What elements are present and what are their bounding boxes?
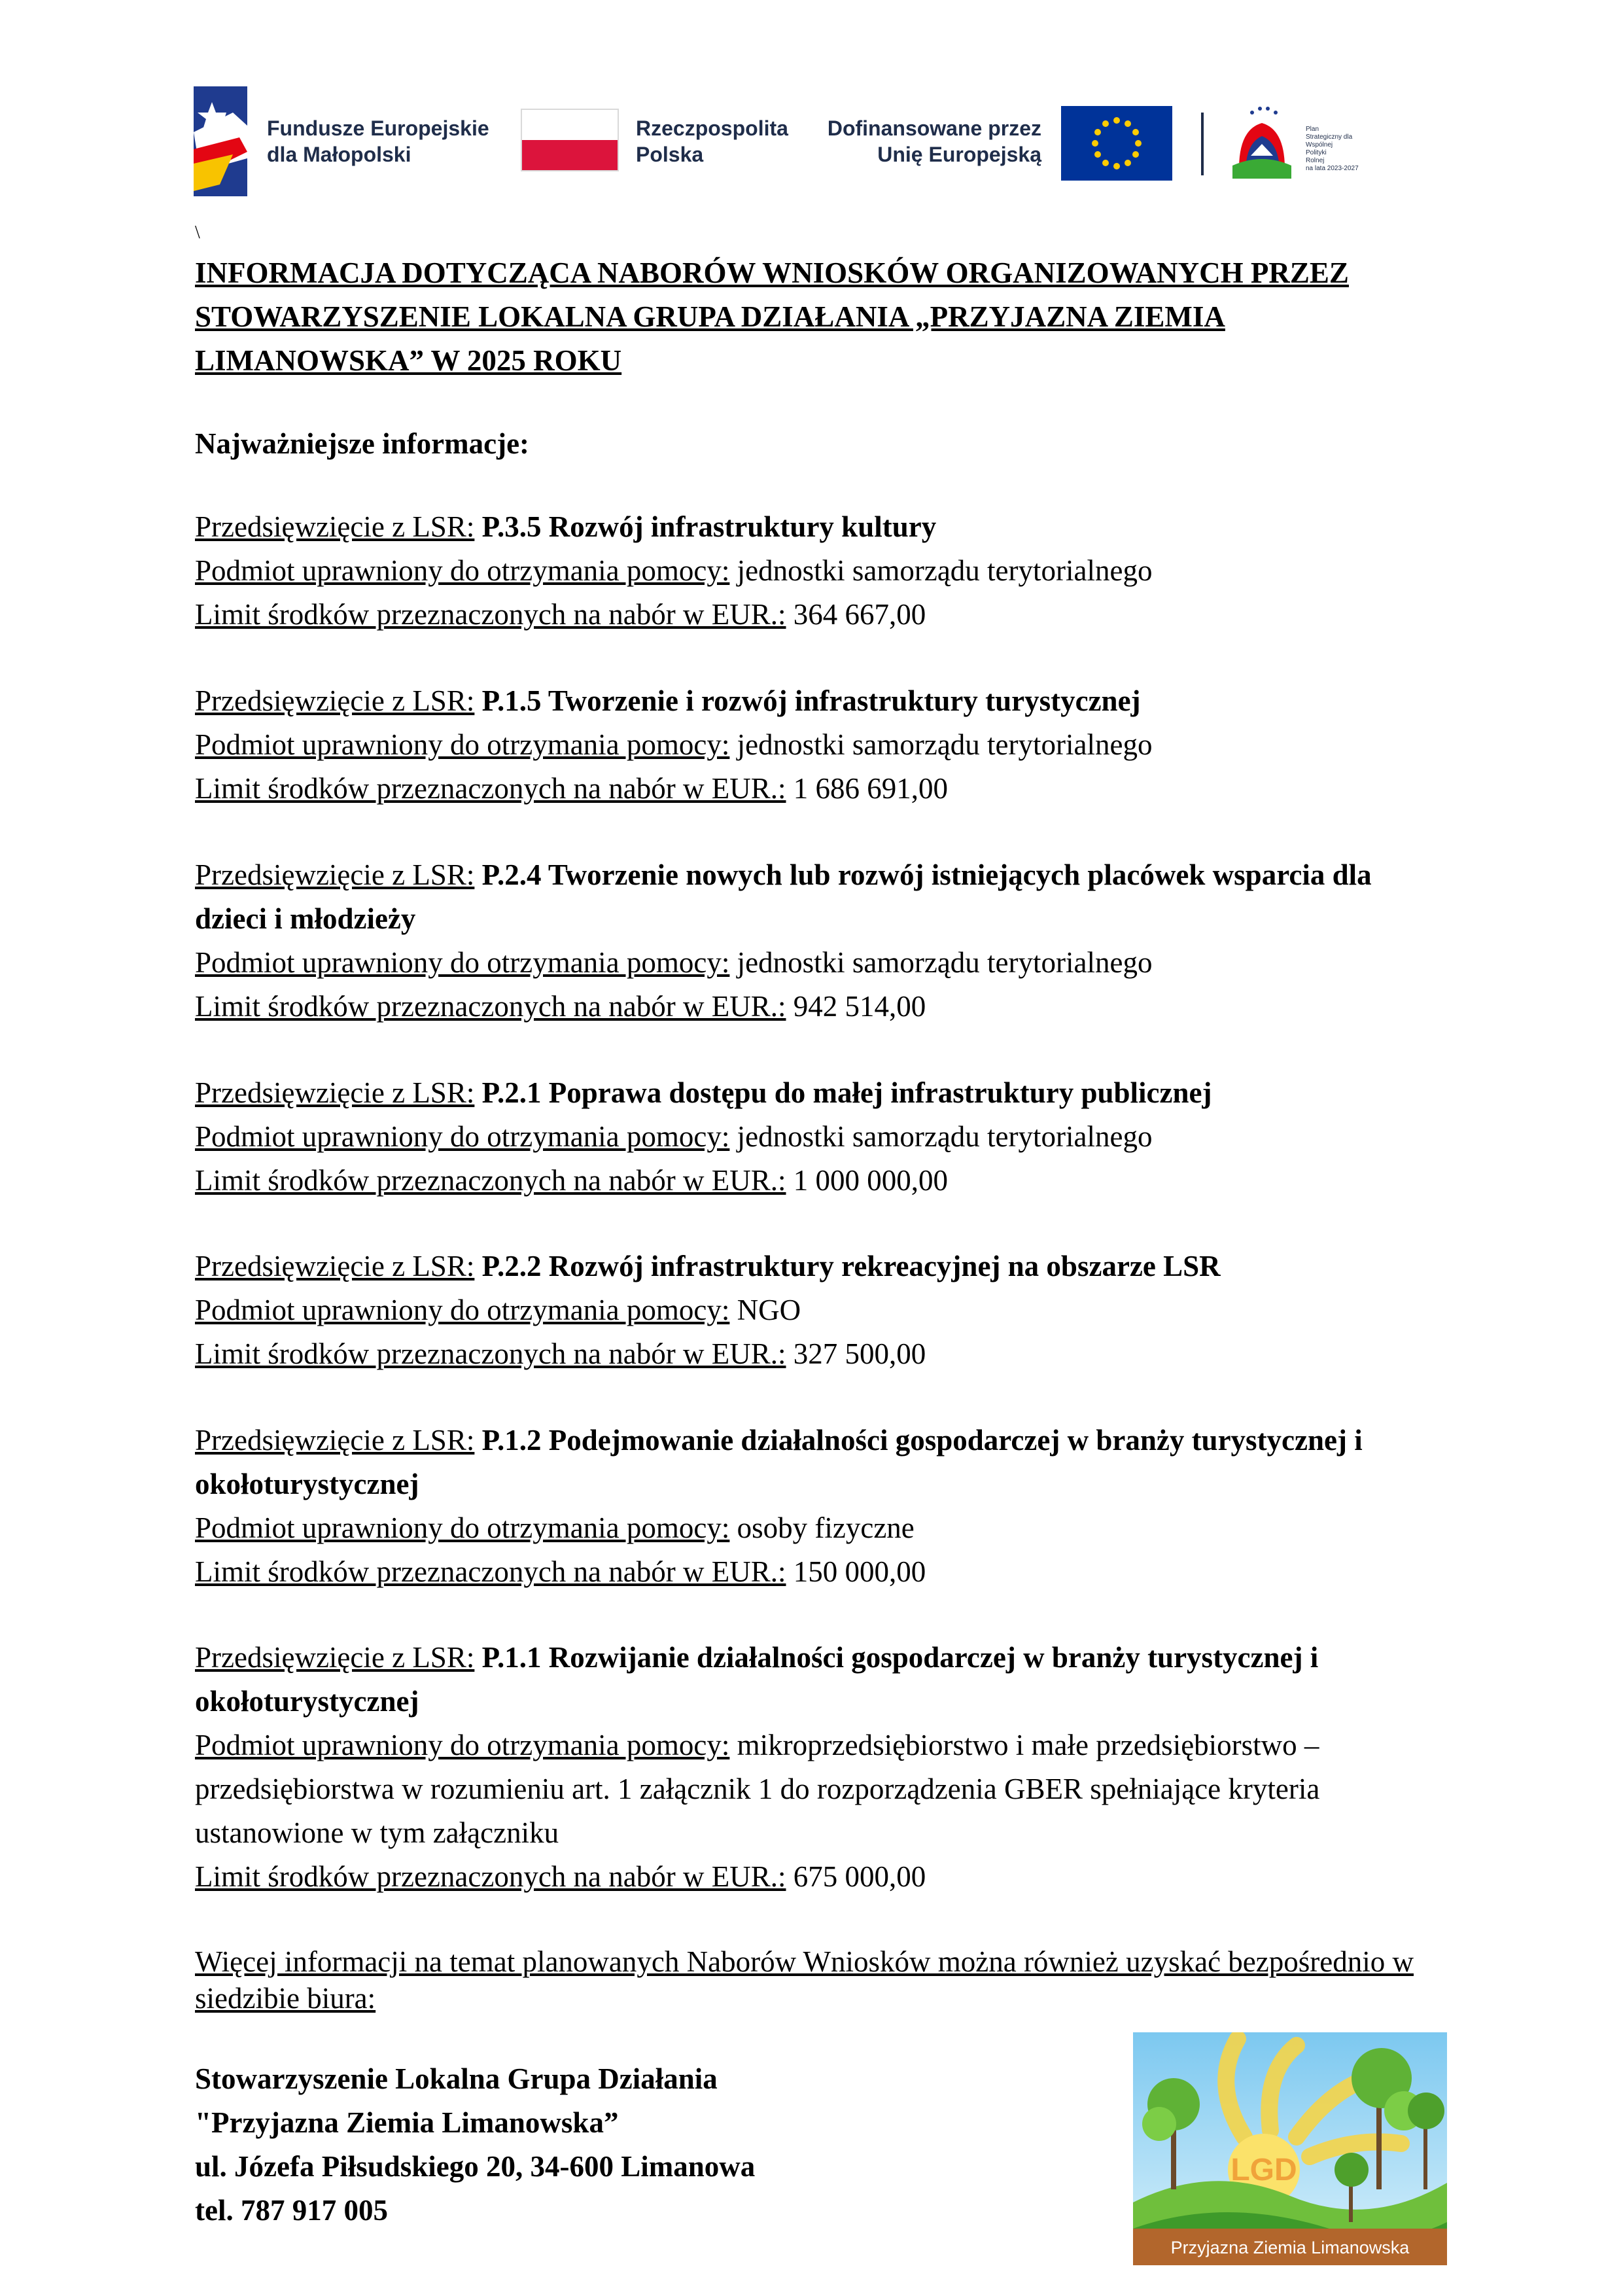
document-title: INFORMACJA DOTYCZĄCA NABORÓW WNIOSKÓW ORGANIZOWANYCH PRZEZ STOWARZYSZENIE LOKALNA GRUPA DZIAŁANIA „PRZYJAZNA ZIEMIA LIMANOWSKA” W 2025 ROKU [195, 256, 1349, 377]
lgd-badge-text: LGD [1230, 2153, 1297, 2187]
rp-text-2: Polska [636, 143, 704, 166]
limit-label: Limit środków przeznaczonych na nabór w EUR.: [195, 990, 786, 1023]
entry-5 [195, 1245, 1438, 1376]
fe-logo-text-2: dla Małopolski [267, 143, 411, 166]
fundusze-europejskie-logo [194, 86, 501, 196]
limit-value: 1 000 000,00 [793, 1164, 948, 1197]
entry-6 [195, 1419, 1438, 1594]
beneficiary-label: Podmiot uprawniony do otrzymania pomocy: [195, 728, 730, 761]
ksow-text-2: Wspólnej [1306, 141, 1333, 149]
lgd-caption-text: Przyjazna Ziemia Limanowska [1170, 2238, 1410, 2257]
beneficiary-label: Podmiot uprawniony do otrzymania pomocy: [195, 554, 730, 587]
limit-value: 364 667,00 [793, 598, 926, 631]
limit-label: Limit środków przeznaczonych na nabór w EUR.: [195, 1337, 786, 1370]
measure-label: Przedsięwzięcie z LSR: [195, 510, 475, 543]
ksow-text-4: Rolnej [1306, 157, 1325, 164]
fe-logo-text-1: Fundusze Europejskie [267, 116, 489, 140]
limit-value: 1 686 691,00 [793, 772, 948, 805]
measure-label: Przedsięwzięcie z LSR: [195, 684, 475, 717]
entry-4 [195, 1071, 1438, 1203]
stray-backslash: \ [195, 222, 200, 243]
measure-label: Przedsięwzięcie z LSR: [195, 1641, 475, 1674]
limit-label: Limit środków przeznaczonych na nabór w EUR.: [195, 598, 786, 631]
beneficiary-value: NGO [737, 1294, 801, 1326]
limit-label: Limit środków przeznaczonych na nabór w EUR.: [195, 1164, 786, 1197]
ksow-text-1: Strategiczny dla [1306, 133, 1353, 141]
psp-wpr-logo-icon [1226, 103, 1298, 182]
beneficiary-value: jednostki samorządu terytorialnego [737, 1120, 1153, 1153]
polish-flag-icon [521, 109, 619, 171]
entry-2 [195, 679, 1438, 811]
office-address: ul. Józefa Piłsudskiego 20, 34-600 Limanowa [195, 2150, 756, 2183]
eu-cofunded-text [826, 115, 1041, 168]
logo-separator [1201, 113, 1204, 175]
entry-7 [195, 1636, 1438, 1899]
eu-flag-icon [1061, 106, 1172, 181]
beneficiary-value: jednostki samorządu terytorialnego [737, 554, 1153, 587]
limit-value: 675 000,00 [793, 1860, 926, 1893]
psp-wpr-logo-text [1306, 126, 1384, 173]
beneficiary-value: jednostki samorządu terytorialnego [737, 728, 1153, 761]
beneficiary-value: jednostki samorządu terytorialnego [737, 946, 1153, 979]
office-phone: tel. 787 917 005 [195, 2194, 388, 2227]
limit-label: Limit środków przeznaczonych na nabór w EUR.: [195, 772, 786, 805]
org-name-line-1: Stowarzyszenie Lokalna Grupa Działania [195, 2062, 718, 2095]
ksow-text-0: Plan [1306, 126, 1319, 133]
lead-heading: Najważniejsze informacje: [195, 427, 530, 460]
beneficiary-label: Podmiot uprawniony do otrzymania pomocy: [195, 1294, 730, 1326]
beneficiary-label: Podmiot uprawniony do otrzymania pomocy: [195, 1729, 730, 1761]
beneficiary-label: Podmiot uprawniony do otrzymania pomocy: [195, 946, 730, 979]
measure-value: P.2.1 Poprawa dostępu do małej infrastruktury publicznej [481, 1076, 1212, 1109]
contact-block [195, 2057, 1045, 2233]
limit-value: 327 500,00 [793, 1337, 926, 1370]
ksow-text-5: na lata 2023-2027 [1306, 165, 1359, 172]
lgd-przyjazna-ziemia-logo [1133, 2032, 1447, 2265]
fundusze-europejskie-mark-icon [194, 86, 247, 196]
beneficiary-value: osoby fizyczne [737, 1511, 915, 1544]
limit-label: Limit środków przeznaczonych na nabór w EUR.: [195, 1860, 786, 1893]
measure-value: P.1.2 Podejmowanie działalności gospodarczej w branży turystycznej i okołoturystycznej [195, 1424, 1363, 1500]
entry-1 [195, 505, 1438, 637]
measure-label: Przedsięwzięcie z LSR: [195, 1424, 475, 1457]
rp-text-1: Rzeczpospolita [636, 116, 788, 140]
measure-label: Przedsięwzięcie z LSR: [195, 1250, 475, 1282]
rzeczpospolita-logo-text [636, 115, 788, 168]
beneficiary-value: mikroprzedsiębiorstwo i małe przedsiębiorstwo – przedsiębiorstwa w rozumieniu art. 1 załącznik 1 do rozporządzenia GBER spełniające kryteria ustanowione w tym załączniku [195, 1729, 1320, 1849]
measure-value: P.1.1 Rozwijanie działalności gospodarczej w branży turystycznej i okołoturystycznej [195, 1641, 1319, 1718]
eu-text-1: Dofinansowane przez [827, 116, 1041, 140]
entry-3 [195, 853, 1438, 1029]
measure-label: Przedsięwzięcie z LSR: [195, 858, 475, 891]
more-info-note: Więcej informacji na temat planowanych Naborów Wniosków można również uzyskać bezpośrednio w siedzibie biura: [195, 1945, 1414, 2015]
measure-value: P.2.4 Tworzenie nowych lub rozwój istniejących placówek wsparcia dla dzieci i młodzieży [195, 858, 1372, 935]
org-name-line-2: "Przyjazna Ziemia Limanowska” [195, 2106, 619, 2139]
limit-label: Limit środków przeznaczonych na nabór w EUR.: [195, 1555, 786, 1588]
measure-value: P.3.5 Rozwój infrastruktury kultury [481, 510, 937, 543]
limit-value: 150 000,00 [793, 1555, 926, 1588]
measure-label: Przedsięwzięcie z LSR: [195, 1076, 475, 1109]
ksow-text-3: Polityki [1306, 149, 1327, 156]
eu-text-2: Unię Europejską [877, 143, 1041, 166]
funding-logo-strip [194, 86, 1404, 196]
measure-value: P.2.2 Rozwój infrastruktury rekreacyjnej na obszarze LSR [481, 1250, 1221, 1282]
measure-value: P.1.5 Tworzenie i rozwój infrastruktury turystycznej [481, 684, 1141, 717]
limit-value: 942 514,00 [793, 990, 926, 1023]
beneficiary-label: Podmiot uprawniony do otrzymania pomocy: [195, 1120, 730, 1153]
beneficiary-label: Podmiot uprawniony do otrzymania pomocy: [195, 1511, 730, 1544]
